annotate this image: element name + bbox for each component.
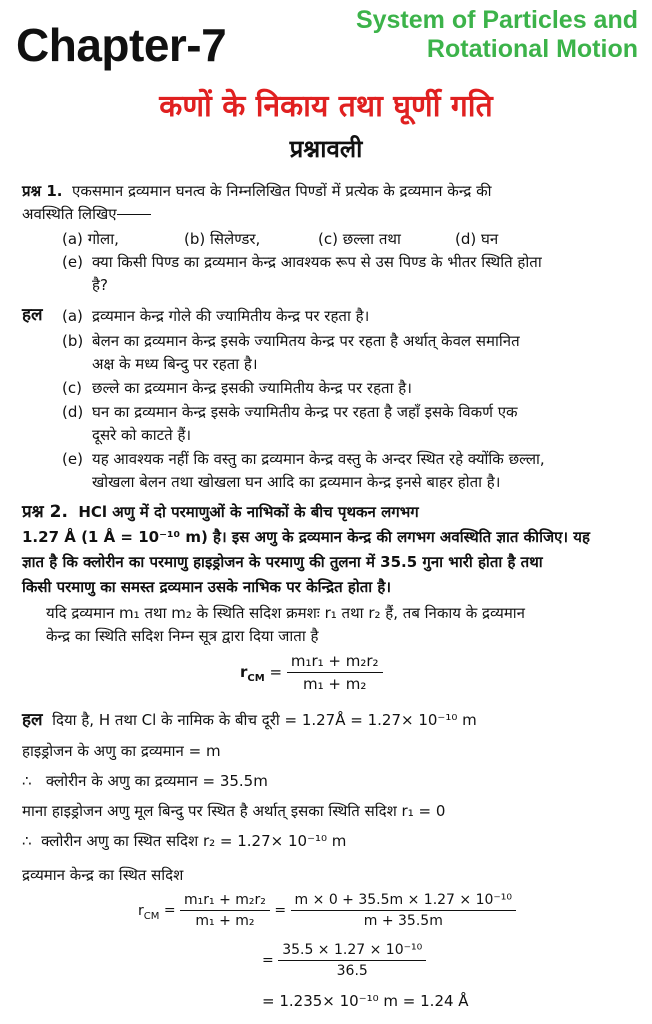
- formula-denominator: m₁ + m₂: [303, 675, 367, 693]
- option-label: (a): [62, 230, 83, 248]
- item-line: द्रव्यमान केन्द्र गोले की ज्यामितीय केन्द्र पर रहता है।: [92, 307, 370, 325]
- q1-option-e: [62, 251, 634, 297]
- item-label: (c): [62, 379, 82, 397]
- solution-1-label: हल: [22, 305, 43, 325]
- q1-option-d: [455, 228, 498, 251]
- com-calculation: $r_{CM}$ = $\frac{\text{m₁r₁ + m₂r₂}}{\text{m₁ + m₂}}$ = $\frac{\text{m × 0 + 35.5m × 1.27 × 10⁻¹⁰}}{m + 35.5m}$: [138, 892, 516, 929]
- item-line: बेलन का द्रव्यमान केन्द्र इसके ज्यामितय केन्द्र पर रहता है अर्थात् केवल समानित: [92, 332, 520, 350]
- chapter-english-title: [356, 6, 638, 64]
- question-1: [22, 180, 634, 226]
- item-line: अक्ष के मध्य बिन्दु पर रहता है।: [92, 355, 258, 373]
- therefore-symbol: ∴: [22, 832, 32, 850]
- calc-numerator-1: m₁r₁ + m₂r₂: [180, 892, 270, 911]
- option-label: (b): [184, 230, 206, 248]
- question-2-line-2: 1.27 Å (1 Å = 10⁻¹⁰ m) है। इस अणु के द्रव्यमान केन्द्र की लगभग अवस्थिति ज्ञात कीजिए। यह: [22, 528, 590, 546]
- item-label: (a): [62, 307, 83, 325]
- calc-denominator-1: m₁ + m₂: [195, 913, 255, 929]
- item-line: दूसरे को काटते हैं।: [92, 426, 192, 444]
- formula-fraction: [287, 652, 383, 693]
- question-2-label: प्रश्न 2.: [22, 502, 68, 522]
- item-line: घन का द्रव्यमान केन्द्र इसके ज्यामितीय केन्द्र पर रहता है जहाँ इसके विकर्ण एक: [92, 403, 518, 421]
- formula-lhs: $r_{CM}$: [240, 663, 265, 684]
- question-1-text-line-2: अवस्थिति लिखिए: [22, 205, 117, 223]
- question-2-line-4: किसी परमाणु का समस्त द्रव्यमान उसके नाभिक पर केन्द्रित होता है।: [22, 578, 392, 596]
- q1-option-a: [62, 228, 119, 251]
- com-result: = 1.235× 10⁻¹⁰ m = 1.24 Å: [262, 992, 469, 1010]
- question-2-line-3: ज्ञात है कि क्लोरीन का परमाणु हाइड्रोजन के परमाणु की तुलना में 35.5 गुना भारी होता है तथा: [22, 553, 543, 571]
- exercise-heading: प्रश्नावली: [289, 135, 363, 163]
- calc-denominator-2: m + 35.5m: [363, 913, 443, 929]
- option-text: छल्ला तथा: [342, 230, 401, 248]
- formula-numerator: m₁r₁ + m₂r₂: [287, 652, 383, 673]
- item-line: यह आवश्यक नहीं कि वस्तु का द्रव्यमान केन्द्र वस्तु के अन्दर स्थित रहे क्योंकि छल्ला,: [92, 450, 545, 468]
- note-line-1: यदि द्रव्यमान m₁ तथा m₂ के स्थिति सदिश क्रमशः r₁ तथा r₂ हैं, तब निकाय के द्रव्यमान: [46, 604, 525, 622]
- solution-1-item-d: [62, 401, 634, 447]
- com-position-heading: द्रव्यमान केन्द्र का स्थित सदिश: [22, 866, 184, 884]
- solution-2-label: हल: [22, 710, 43, 730]
- chapter-number-title: Chapter-7: [16, 19, 227, 71]
- given-distance: दिया है, H तथा Cl के नामिक के बीच दूरी = 1.27Å = 1.27× 10⁻¹⁰ m: [52, 711, 477, 729]
- option-e-line-2: है?: [92, 276, 108, 294]
- blank-underline: [117, 214, 151, 215]
- chlorine-mass-line: [22, 770, 268, 793]
- question-1-label: प्रश्न 1.: [22, 182, 63, 200]
- item-label: (b): [62, 332, 84, 350]
- calc-fraction-3: [278, 942, 426, 979]
- subject-line-1: System of Particles and: [355, 6, 638, 34]
- question-1-text-line-1: एकसमान द्रव्यमान घनत्व के निम्नलिखित पिण्डों में प्रत्येक के द्रव्यमान केन्द्र की: [72, 182, 492, 200]
- item-label: (e): [62, 450, 83, 468]
- solution-1-item-a: [62, 305, 634, 328]
- chlorine-position-line: [22, 830, 346, 853]
- item-label: (d): [62, 403, 84, 421]
- option-label: (c): [318, 230, 338, 248]
- solution-1-item-b: [62, 330, 634, 376]
- center-of-mass-formula: $r_{CM}$ = $\frac{\text{m₁r₁ + m₂r₂}}{\text{m₁ + m₂}}$: [240, 652, 383, 693]
- solution-1-item-e: [62, 448, 634, 494]
- com-simplified: = $\frac{\text{35.5 × 1.27 × 10⁻¹⁰}}{36.5}$: [262, 942, 426, 979]
- option-text: सिलेण्डर,: [210, 230, 261, 248]
- option-label: (d): [455, 230, 477, 248]
- calc-lhs: $r_{CM}$: [138, 902, 160, 922]
- calc-denominator-3: 36.5: [336, 963, 368, 979]
- hydrogen-mass: हाइड्रोजन के अणु का द्रव्यमान = m: [22, 742, 221, 760]
- chlorine-mass: क्लोरीन के अणु का द्रव्यमान = 35.5m: [45, 772, 268, 790]
- option-label: (e): [62, 253, 83, 271]
- q1-option-c: [318, 228, 401, 251]
- calc-fraction-1: [180, 892, 270, 929]
- option-text: गोला,: [87, 230, 119, 248]
- center-of-mass-note: [46, 602, 636, 648]
- calc-fraction-2: [291, 892, 516, 929]
- chapter-hindi-title: कणों के निकाय तथा घूर्णी गति: [159, 89, 493, 124]
- item-line: छल्ले का द्रव्यमान केन्द्र इसकी ज्यामितीय केन्द्र पर रहता है।: [92, 379, 412, 397]
- solution-1-item-c: [62, 377, 634, 400]
- therefore-symbol: ∴: [22, 772, 32, 790]
- hydrogen-position: माना हाइड्रोजन अणु मूल बिन्दु पर स्थित है अर्थात् इसका स्थिति सदिश r₁ = 0: [22, 802, 446, 820]
- calc-numerator-2: m × 0 + 35.5m × 1.27 × 10⁻¹⁰: [291, 892, 516, 911]
- note-line-2: केन्द्र का स्थिति सदिश निम्न सूत्र द्वारा दिया जाता है: [46, 627, 319, 645]
- item-line: खोखला बेलन तथा खोखला घन आदि का द्रव्यमान केन्द्र इनसे बाहर होता है।: [92, 473, 501, 491]
- option-e-line-1: क्या किसी पिण्ड का द्रव्यमान केन्द्र आवश्यक रूप से उस पिण्ड के भीतर स्थिति होता: [92, 253, 542, 271]
- option-text: घन: [481, 230, 499, 248]
- question-2-line-1: HCl अणु में दो परमाणुओं के नाभिकों के बीच पृथकन लगभग: [78, 503, 419, 521]
- chlorine-position: क्लोरीन अणु का स्थित सदिश r₂ = 1.27× 10⁻¹⁰ m: [41, 832, 347, 850]
- solution-2: [22, 708, 634, 732]
- question-2: [22, 500, 634, 600]
- subject-line-2: Rotational Motion: [426, 35, 638, 63]
- q1-option-b: [184, 228, 260, 251]
- calc-numerator-3: 35.5 × 1.27 × 10⁻¹⁰: [278, 942, 426, 961]
